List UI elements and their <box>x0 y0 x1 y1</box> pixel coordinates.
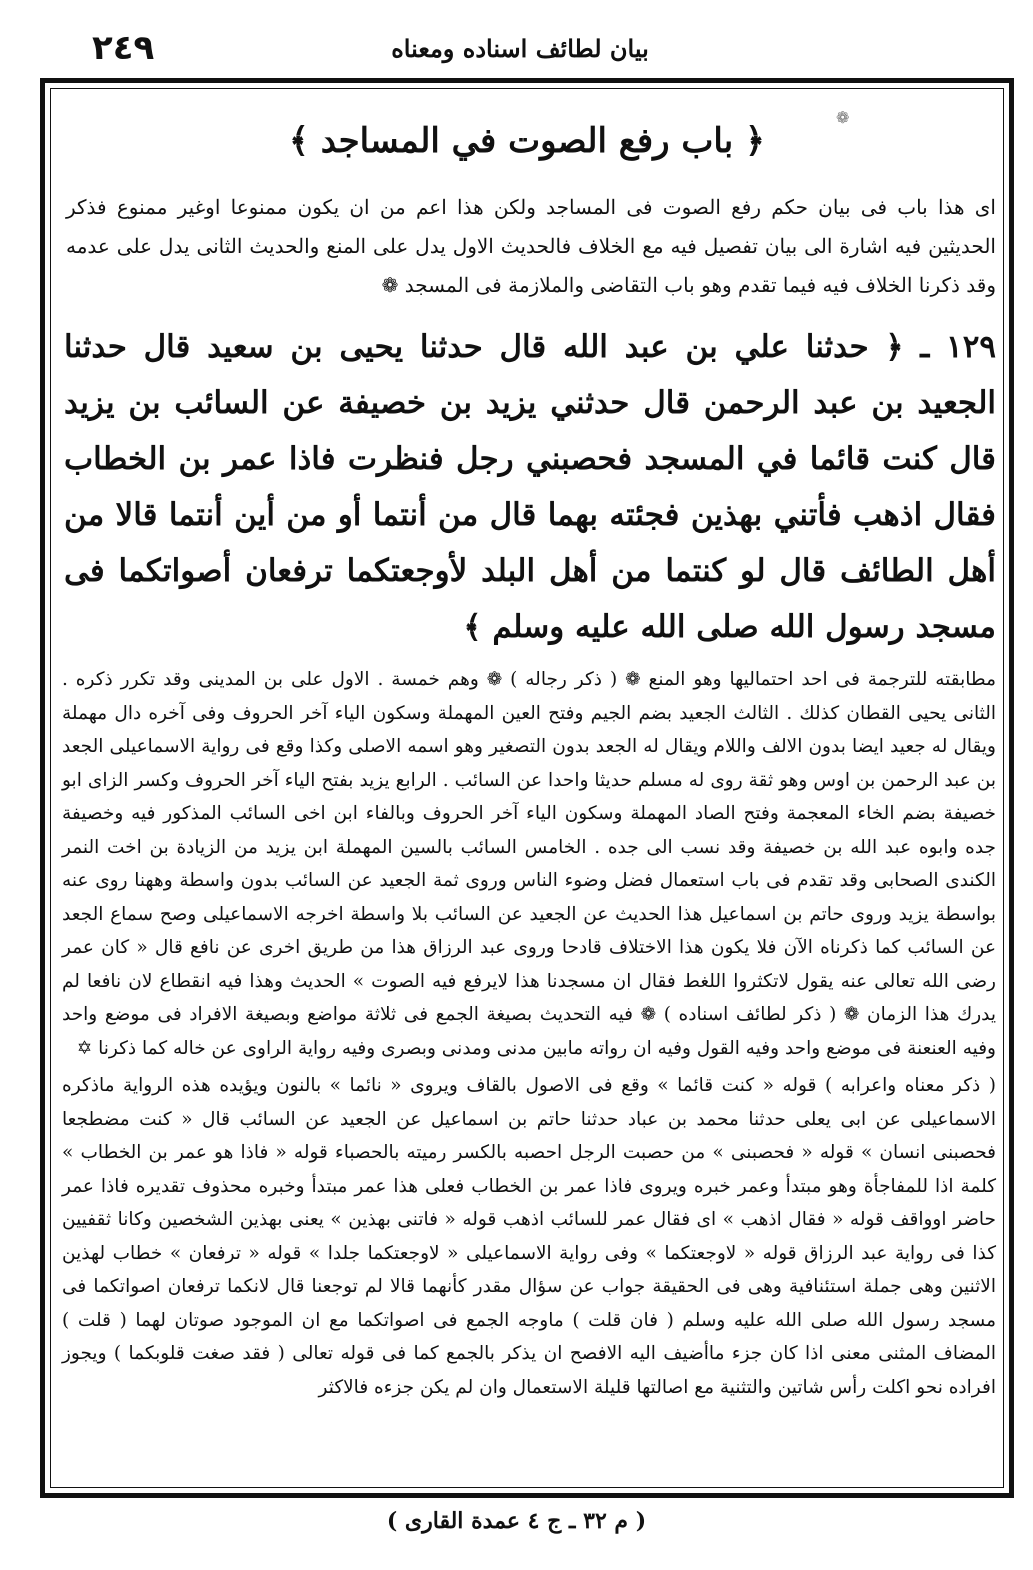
commentary <box>58 663 996 1404</box>
commentary-paragraph-2: ( ذكر معناه واعرابه ) قوله « كنت قائما » وقع فى الاصول بالقاف ويروى « نائما » بالنون ويؤيده هذه الرواية ماذكره الاسماعيلى عن ابى يعلى حدثنا محمد بن عباد حدثنا حاتم بن اسماعيل عن الجعيد عن السائب قال « كنت مضطجعا فحصبنى انسان » قوله « فحصبنى » من حصبت الرجل احصبه بالكسر رميته بالحصباء قوله « فاذا هو عمر بن الخطاب » كلمة اذا للمفاجأة وهو مبتدأ وعمر خبره ويروى فاذا عمر بن الخطاب فعلى هذا عمر مبتدأ وخبره محذوف تقديره فاذا عمر حاضر اوواقف قوله « فقال اذهب » اى فقال عمر للسائب اذهب قوله « فاتنى بهذين » يعنى بهذين الشخصين وكانا ثقفيين كذا فى رواية عبد الرزاق قوله « لاوجعتكما » وفى رواية الاسماعيلى « لاوجعتكما جلدا » قوله « ترفعان » خطاب لهذين الاثنين وهى جملة استئنافية وهى فى الحقيقة جواب عن سؤال مقدر كأنهما قالا لم توجعنا قال لانكما ترفعان اصواتكما فى مسجد رسول الله صلى الله عليه وسلم ( فان قلت ) ماوجه الجمع فى اصواتكما مع ان الموجود صوتان لهما ( قلت ) المضاف المثنى معنى اذا كان جزء ماأضيف اليه الافصح ان يذكر بالجمع كما فى قوله تعالى ( فقد صغت قلوبكما ) ويجوز افراده نحو اكلت رأس شاتين والتثنية مع اصالتها قليلة الاستعمال وان لم يكن جزءه فالاكثر <box>62 1075 996 1398</box>
hadith-text: ١٢٩ ـ ﴿ حدثنا علي بن عبد الله قال حدثنا يحيى بن سعيد قال حدثنا الجعيد بن عبد الرحمن قال حدثني يزيد بن خصيفة عن السائب بن يزيد قال كنت قائما في المسجد فحصبني رجل فنظرت فاذا عمر بن الخطاب فقال اذهب فأتني بهذين فجئته بهما قال من أنتما أو من أين أنتما قالا من أهل الطائف قال لو كنتما من أهل البلد لأوجعتكما ترفعان أصواتكما فى مسجد رسول الله صلى الله عليه وسلم ﴾ <box>64 329 996 645</box>
chapter-title: ﴿ باب رفع الصوت في المساجد ﴾ <box>289 120 765 161</box>
running-title: بيان لطائف اسناده ومعناه <box>391 34 649 63</box>
page-header <box>0 0 1033 80</box>
page-content <box>58 100 996 1480</box>
commentary-paragraph-1: مطابقته للترجمة فى احد احتماليها وهو المنع ❁ ( ذكر رجاله ) ❁ وهم خمسة . الاول على بن المدينى وقد تكرر ذكره . الثانى يحيى القطان كذلك . الثالث الجعيد بضم الجيم وفتح العين المهملة وسكون الياء آخر الحروف وفى آخره دال مهملة ويقال له جعيد ايضا بدون الالف واللام ويقال له الجعد بدون التصغير وهو اسمه الاصلى وكذا وقع فى رواية الاسماعيلى الجعد بن عبد الرحمن بن اوس وهو ثقة روى له مسلم حديثا واحدا عن السائب . الرابع يزيد بفتح الياء آخر الحروف وكسر الزاى ابو خصيفة بضم الخاء المعجمة وفتح الصاد المهملة وسكون الياء آخر الحروف وبالفاء ابن اخى السائب المذكور فيه وخصيفة جده وابوه عبد الله بن خصيفة وقد نسب الى جده . الخامس السائب بالسين المهملة ابن يزيد من الزيادة بن اخت النمر الكندى الصحابى وقد تقدم فى باب استعمال فضل وضوء الناس وروى ثمة الجعيد عن السائب بدون واسطة وههنا روى عنه بواسطة يزيد وروى حاتم بن اسماعيل هذا الحديث عن الجعيد عن السائب بلا واسطة اخرجه الاسماعيلى وصح سماع الجعد عن السائب كما ذكرناه الآن فلا يكون هذا الاختلاف قادحا وروى عبد الرزاق هذا من طريق اخرى عن نافع قال « كان عمر رضى الله تعالى عنه يقول لاتكثروا اللغط فقال ان مسجدنا هذا لايرفع فيه الصوت » الحديث وهذا فيه انقطاع لان نافعا لم يدرك هذا الزمان ❁ ( ذكر لطائف اسناده ) ❁ فيه التحديث بصيغة الجمع فى ثلاثة مواضع وبصيغة الافراد فى موضع واحد وفيه العنعنة فى موضع واحد وفيه القول وفيه ان رواته مابين مدنى ومدنى وبصرى وفيه رواية الراوى عن خاله كما ذكرنا ✡ <box>62 669 996 1059</box>
page-signature: ( م ٣٢ ـ ج ٤ عمدة القارى ) <box>386 1508 647 1534</box>
intro-paragraph: اى هذا باب فى بيان حكم رفع الصوت فى المساجد ولكن هذا اعم من ان يكون ممنوعا اوغير ممنوع فذكر الحديثين فيه اشارة الى بيان تفصيل فيه مع الخلاف فالحديث الاول يدل على المنع والحديث الثانى يدل على عدمه وقد ذكرنا الخلاف فيه فيما تقدم وهو باب التقاضى والملازمة فى المسجد ❁ <box>66 195 996 297</box>
page-number: ٢٤٩ <box>92 28 155 68</box>
ornament-icon: ❁ <box>836 108 850 127</box>
